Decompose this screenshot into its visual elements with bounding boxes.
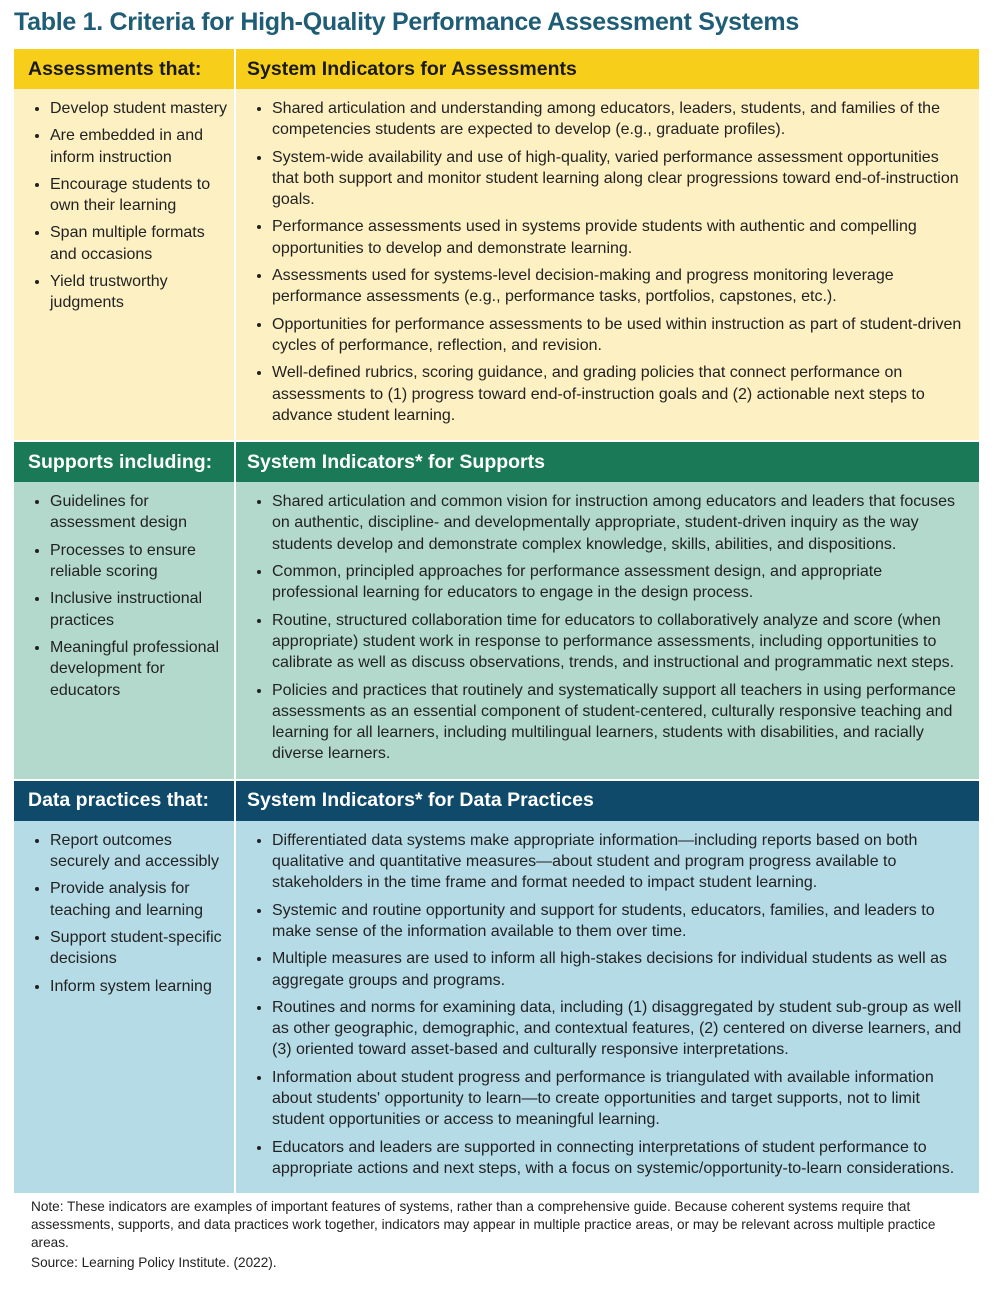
data-right-cell [235,821,979,1193]
table-note: Note: These indicators are examples of important features of systems, rather than a comprehensive guide. Because coherent systems require that assessments, supports, and data practices work together, indicators may appear in multiple practice areas, or may be relevant across multiple practice areas. [31,1199,936,1250]
list-item: • Develop student mastery [50,98,228,119]
assessments-body-row [14,89,979,440]
assessments-left-list [26,98,228,314]
data-left-header: Data practices that: [14,781,235,821]
data-left-list [26,830,228,997]
supports-left-list [26,491,228,701]
supports-right-list [248,491,967,765]
table-source: Source: Learning Policy Institute. (2022). [31,1255,277,1270]
list-item: • Span multiple formats and occasions [50,222,228,265]
list-item: • Shared articulation and common vision for instruction among educators and leaders that focuses on authentic, discipline- and developmentally appropriate, student-driven inquiry as the way students develop and demonstrate complex knowledge, skills, abilities, and dispositions. [272,491,967,555]
data-body-row [14,821,979,1193]
table-title: Table 1. Criteria for High-Quality Performance Assessment Systems [14,8,799,36]
assessments-left-cell [14,89,235,440]
data-right-list [248,830,967,1179]
data-right-header: System Indicators* for Data Practices [235,781,979,821]
supports-right-header: System Indicators* for Supports [235,442,979,482]
list-item: • Report outcomes securely and accessibly [50,830,228,873]
assessments-right-header: System Indicators for Assessments [235,49,979,89]
list-item: • Information about student progress and performance is triangulated with available information about students' opportunity to learn—to create opportunities and target supports, not to limit student opportunities or access to meaningful learning. [272,1067,967,1131]
list-item: • Inform system learning [50,976,228,997]
list-item: • Yield trustworthy judgments [50,271,228,314]
assessments-right-list [248,98,967,426]
assessments-right-cell [235,89,979,440]
list-item: • Policies and practices that routinely and systematically support all teachers in using performance assessments as an essential component of student-centered, culturally responsive teaching and learning for all learners, including multilingual learners, students with disabilities, and racially diverse learners. [272,680,967,765]
list-item: • Encourage students to own their learning [50,174,228,217]
list-item: • Common, principled approaches for performance assessment design, and appropriate professional learning for educators to engage in the design process. [272,561,967,604]
supports-left-cell [14,482,235,779]
list-item: • Provide analysis for teaching and learning [50,878,228,921]
list-item: • System-wide availability and use of high-quality, varied performance assessment opportunities that both support and monitor student learning along clear progressions toward end-of-instruction goals. [272,147,967,211]
list-item: • Processes to ensure reliable scoring [50,540,228,583]
supports-body-row [14,482,979,779]
list-item: • Differentiated data systems make appropriate information—including reports based on both qualitative and quantitative measures—about student and program progress available to stakeholders in the time frame and format needed to impact student learning. [272,830,967,894]
list-item: • Shared articulation and understanding among educators, leaders, students, and families of the competencies students are expected to develop (e.g., graduate profiles). [272,98,967,141]
assessments-left-header: Assessments that: [14,49,235,89]
list-item: • Meaningful professional development for educators [50,637,228,701]
list-item: • Inclusive instructional practices [50,588,228,631]
list-item: • Multiple measures are used to inform all high-stakes decisions for individual students as well as aggregate groups and programs. [272,948,967,991]
list-item: • Educators and leaders are supported in connecting interpretations of student performance to appropriate actions and next steps, with a focus on systemic/opportunity-to-learn considerations. [272,1137,967,1180]
list-item: • Opportunities for performance assessments to be used within instruction as part of student-driven cycles of performance, reflection, and revision. [272,314,967,357]
list-item: • Well-defined rubrics, scoring guidance, and grading policies that connect performance on assessments to (1) progress toward end-of-instruction goals and (2) actionable next steps to advance student learning. [272,362,967,426]
list-item: • Routine, structured collaboration time for educators to collaboratively analyze and score (when appropriate) student work in response to performance assessments, including opportunities to calibrate as well as discuss observations, trends, and instructional and programmatic next steps. [272,610,967,674]
supports-header-row [14,442,979,482]
supports-right-cell [235,482,979,779]
list-item: • Routines and norms for examining data, including (1) disaggregated by student sub-group as well as other geographic, demographic, and contextual features, (2) centered on diverse learners, and (3) oriented toward asset-based and culturally responsive interpretations. [272,997,967,1061]
list-item: • Assessments used for systems-level decision-making and progress monitoring leverage performance assessments (e.g., performance tasks, portfolios, capstones, etc.). [272,265,967,308]
list-item: • Support student-specific decisions [50,927,228,970]
list-item: • Are embedded in and inform instruction [50,125,228,168]
data-left-cell [14,821,235,1193]
assessments-header-row [14,49,979,89]
data-header-row [14,781,979,821]
supports-left-header: Supports including: [14,442,235,482]
list-item: • Guidelines for assessment design [50,491,228,534]
list-item: • Systemic and routine opportunity and support for students, educators, families, and leaders to make sense of the information available to them over time. [272,900,967,943]
list-item: • Performance assessments used in systems provide students with authentic and compelling opportunities to develop and demonstrate learning. [272,216,967,259]
criteria-table [14,49,979,1193]
